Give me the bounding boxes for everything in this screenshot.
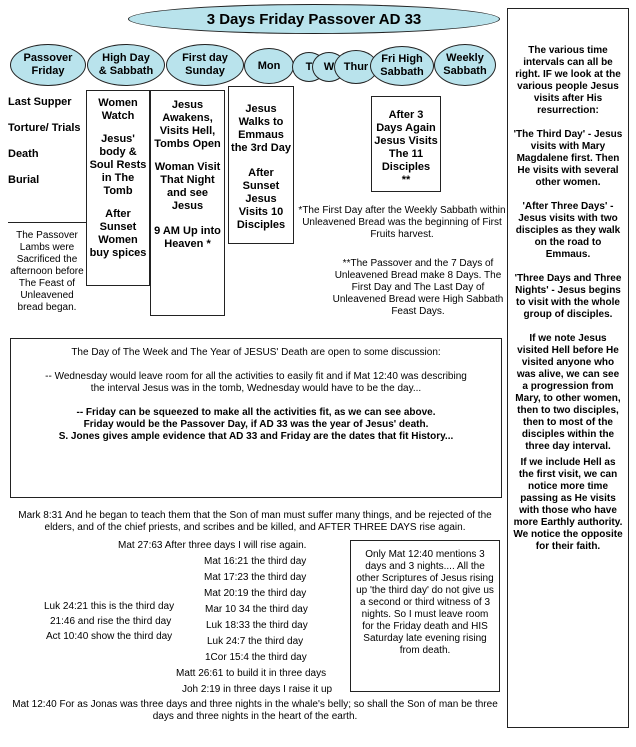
day-passover-friday [10, 44, 86, 86]
right-panel-p3: 'After Three Days' - Jesus visits with two disciples as they walk on the road to Emmaus. [515, 201, 621, 260]
title-ellipse [128, 4, 500, 34]
luke-ref: 21:46 and rise the third day [50, 616, 172, 627]
sunday-jesus-awakens: Jesus Awakens, Visits Hell, Tombs Open [154, 99, 221, 150]
day-label: Thur [343, 60, 369, 73]
day-monday [244, 48, 294, 84]
day-label: High Day & Sabbath [98, 52, 154, 77]
thursday-footnote-marker: ** [401, 174, 411, 186]
day-fri-high-sabbath [370, 46, 434, 86]
mat-27-63: Mat 27:63 After three days I will rise again. [118, 540, 307, 551]
discussion-wednesday: -- Wednesday would leave room for all the activities to easily fit and if Mat 12:40 was describing the interval Jesus was in the tomb, Wednesday would have to be the day... [45, 371, 467, 394]
discussion-friday-3: S. Jones gives ample evidence that AD 33 and Friday are the dates that fit History... [58, 431, 454, 442]
matt-26-61: Matt 26:61 to build it in three days [176, 668, 327, 679]
day-label: Passover Friday [23, 52, 73, 77]
only-mat-box [350, 540, 500, 692]
day-first-day-sunday [166, 44, 244, 86]
mat-12-40: Mat 12:40 For as Jonas was three days and three nights in the whale's belly; so shall the Son of man be three days and three nights in the heart of the earth. [12, 699, 498, 722]
day-high-day-sabbath [87, 44, 165, 86]
third-day-ref: Luk 18:33 the third day [206, 620, 308, 631]
friday-events [8, 96, 86, 187]
sabbath-women-buy-spices: After Sunset Women buy spices [89, 208, 147, 259]
day-label: Fri High Sabbath [380, 53, 424, 78]
sunday-box [150, 90, 225, 316]
mark-8-31: Mark 8:31 And he began to teach them that the Son of man must suffer many things, and be rejected of the elders, and of the chief priests, and scribes and be killed, and AFTER THREE DAYS rise again. [18, 510, 492, 533]
day-label: Mon [257, 59, 281, 72]
event-last-supper: Last Supper [8, 96, 72, 108]
discussion-friday-1: -- Friday can be squeezed to make all the activities fit, as we can see above. [76, 407, 436, 418]
day-label: W [323, 60, 335, 73]
right-panel [507, 8, 629, 728]
right-panel-p4: 'Three Days and Three Nights' - Jesus begins to visit with the whole group of disciples. [514, 273, 622, 320]
discussion-box [10, 338, 502, 498]
page-title: 3 Days Friday Passover AD 33 [206, 10, 422, 28]
day-label: T [305, 60, 313, 73]
sabbath-women-watch: Women Watch [98, 97, 138, 122]
joh-2-19: Joh 2:19 in three days I raise it up [182, 684, 333, 695]
right-panel-p6: If we include Hell as the first visit, we can notice more time passing as He visits with those who have more Earthly authority. We notice the opposite for their faith. [513, 457, 623, 552]
monday-box [228, 86, 294, 244]
passover-lambs-note: The Passover Lambs were Sacrificed the afternoon before The Feast of Unleavened bread began. [10, 230, 84, 313]
note-high-sabbaths: **The Passover and the 7 Days of Unleavened Bread make 8 Days. The First Day and The Last Day of Unleavened Bread were High Sabbath Feast Days. [332, 258, 504, 317]
sunday-up-into-heaven: 9 AM Up into Heaven * [154, 225, 221, 250]
monday-visits-10-disciples: After Sunset Jesus Visits 10 Disciples [236, 167, 286, 231]
discussion-intro: The Day of The Week and The Year of JESUS' Death are open to some discussion: [71, 347, 441, 358]
day-label: First day Sunday [182, 52, 228, 77]
only-mat-text: Only Mat 12:40 mentions 3 days and 3 nights.... All the other Scriptures of Jesus rising up 'the third day' do not give us a second or third witness of 3 nights. So I must leave room for the Friday death and HIS Saturday late evening rising from death. [356, 549, 494, 656]
thursday-visits-11-disciples: After 3 Days Again Jesus Visits The 11 Disciples [374, 109, 438, 173]
right-panel-p1: The various time intervals can all be right. IF we look at the various people Jesus visits after His resurrection: [515, 45, 621, 116]
thursday-box [371, 96, 441, 192]
sunday-woman-visit: Woman Visit That Night and see Jesus [154, 161, 221, 212]
third-day-ref: Mat 20:19 the third day [204, 588, 307, 599]
day-label: Weekly Sabbath [443, 52, 487, 77]
event-burial: Burial [8, 174, 40, 186]
luke-ref: Act 10:40 show the third day [46, 631, 173, 642]
sabbath-box [86, 90, 150, 286]
note-first-fruits: *The First Day after the Weekly Sabbath within Unleavened Bread was the beginning of First Fruits harvest. [298, 205, 506, 240]
third-day-ref: Mar 10 34 the third day [205, 604, 308, 615]
discussion-friday-2: Friday would be the Passover Day, if AD 33 was the year of Jesus' death. [83, 419, 429, 430]
sabbath-body-rests: Jesus' body & Soul Rests in The Tomb [89, 133, 147, 197]
event-death: Death [8, 148, 39, 160]
monday-walks-to-emmaus: Jesus Walks to Emmaus the 3rd Day [231, 103, 291, 154]
event-torture-trials: Torture/ Trials [8, 122, 81, 134]
right-panel-p2: 'The Third Day' - Jesus visits with Mary Magdalene first. Then He visits with several other women. [513, 129, 623, 188]
right-panel-p5: If we note Jesus visited Hell before He visited anyone who was alive, we can see a progression from Mary, to other women, then to two disciples, then to most of the disciples within the three day interval. [515, 333, 621, 452]
day-weekly-sabbath [434, 44, 496, 86]
third-day-ref: Mat 16:21 the third day [204, 556, 307, 567]
luke-ref: Luk 24:21 this is the third day [44, 601, 175, 612]
friday-separator [8, 222, 88, 223]
third-day-ref: Mat 17:23 the third day [204, 572, 307, 583]
third-day-ref: Luk 24:7 the third day [207, 636, 304, 647]
third-day-ref: 1Cor 15:4 the third day [205, 652, 307, 663]
